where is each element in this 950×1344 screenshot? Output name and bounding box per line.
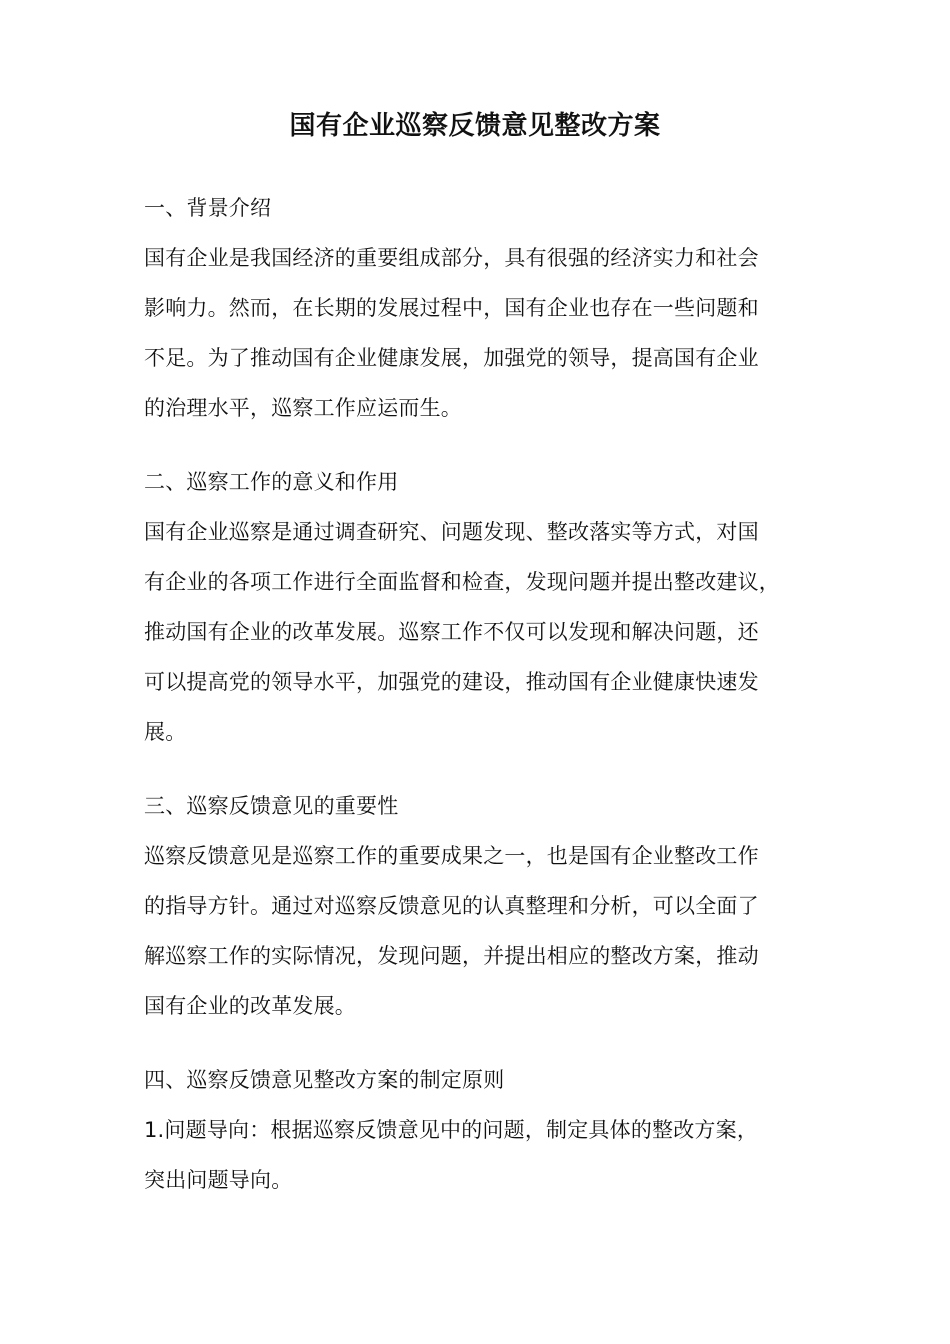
paragraph-line: 国有企业巡察是通过调查研究、问题发现、整改落实等方式，对国 [144,520,759,544]
section-heading: 三、巡察反馈意见的重要性 [144,794,399,818]
section-gap [144,433,834,457]
paragraph-line: 解巡察工作的实际情况，发现问题，并提出相应的整改方案，推动 [144,944,759,968]
paragraph-line: 的指导方针。通过对巡察反馈意见的认真整理和分析，可以全面了 [144,894,759,918]
document-title: 国有企业巡察反馈意见整改方案 [289,111,661,141]
section-heading: 二、巡察工作的意义和作用 [144,470,399,494]
section-heading: 一、背景介绍 [144,196,272,220]
paragraph-line: 巡察反馈意见是巡察工作的重要成果之一，也是国有企业整改工作 [144,844,759,868]
section-gap [144,1031,834,1055]
paragraph-line: 1.问题导向：根据巡察反馈意见中的问题，制定具体的整改方案， [144,1118,759,1142]
paragraph-line: 的治理水平，巡察工作应运而生。 [144,396,462,420]
paragraph-line: 推动国有企业的改革发展。巡察工作不仅可以发现和解决问题，还 [144,620,759,644]
section-principles [144,1055,834,1205]
section-background [144,183,834,433]
paragraph-line: 国有企业是我国经济的重要组成部分，具有很强的经济实力和社会 [144,246,759,270]
paragraph-line: 国有企业的改革发展。 [144,994,356,1018]
paragraph-line: 有企业的各项工作进行全面监督和检查，发现问题并提出整改建议， [144,570,780,594]
paragraph-line: 可以提高党的领导水平，加强党的建设，推动国有企业健康快速发 [144,670,759,694]
section-importance [144,781,834,1031]
paragraph-line: 突出问题导向。 [144,1168,293,1192]
section-gap [144,757,834,781]
paragraph-line: 影响力。然而，在长期的发展过程中，国有企业也存在一些问题和 [144,296,759,320]
document-body [144,183,834,1205]
paragraph-line: 不足。为了推动国有企业健康发展，加强党的领导，提高国有企业 [144,346,759,370]
section-heading: 四、巡察反馈意见整改方案的制定原则 [144,1068,505,1092]
paragraph-line: 展。 [144,720,187,744]
section-significance [144,457,834,757]
